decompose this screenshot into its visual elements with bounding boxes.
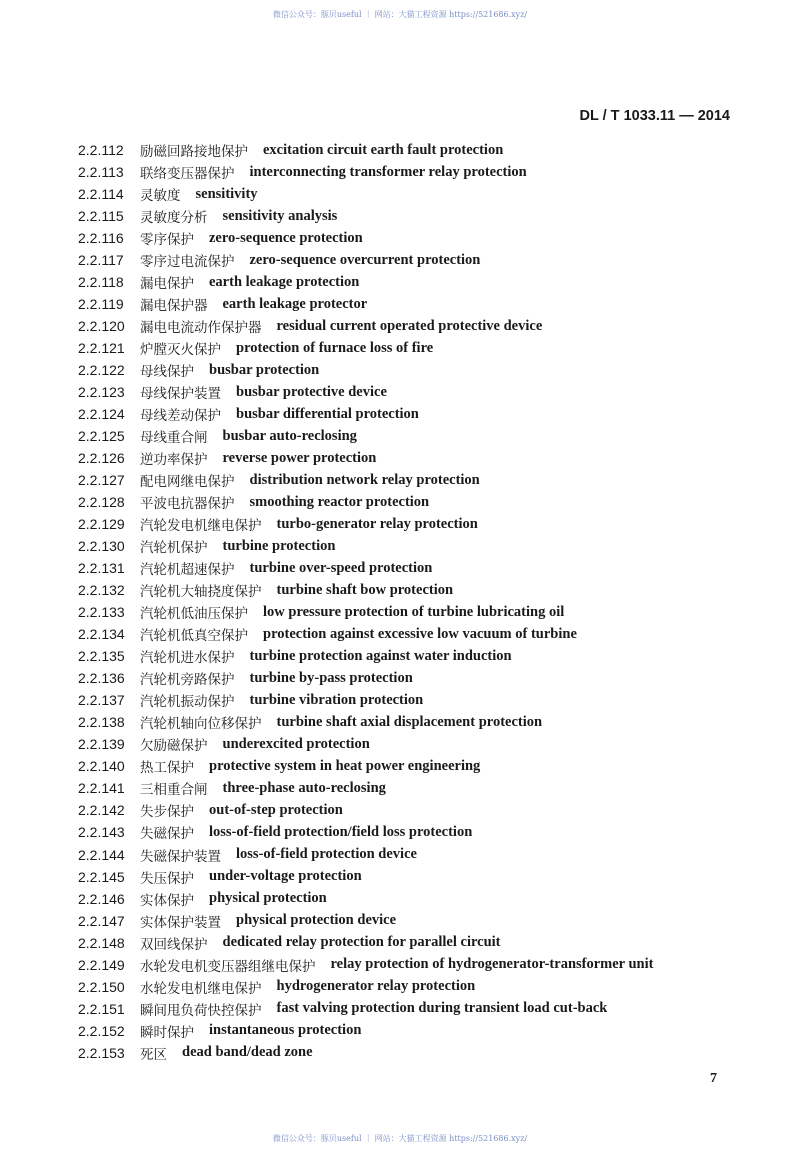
term-chinese: 母线重合闸 — [140, 430, 208, 447]
term-entry — [78, 447, 653, 469]
term-entry — [78, 535, 653, 557]
term-english: underexcited protection — [222, 735, 370, 752]
term-chinese: 欠励磁保护 — [140, 738, 208, 755]
term-number: 2.2.137 — [78, 692, 125, 709]
term-entry — [78, 513, 653, 535]
watermark-top: 微信公众号：豚贝useful ｜ 网站：大猫工程资源 https://521686.xyz/ — [272, 10, 528, 19]
term-entry — [78, 1020, 653, 1042]
term-number: 2.2.130 — [78, 538, 125, 555]
term-english: hydrogenerator relay protection — [276, 978, 476, 995]
term-entry — [78, 337, 653, 359]
term-entry — [78, 469, 653, 491]
term-chinese: 三相重合闸 — [140, 782, 208, 799]
term-chinese: 炉膛灭火保护 — [140, 342, 221, 359]
term-english: dead band/dead zone — [182, 1044, 313, 1061]
term-number: 2.2.146 — [78, 890, 125, 907]
term-english: turbine by-pass protection — [249, 669, 413, 686]
term-english: smoothing reactor protection — [249, 493, 430, 510]
term-number: 2.2.140 — [78, 758, 125, 775]
term-number: 2.2.135 — [78, 648, 125, 665]
term-number: 2.2.145 — [78, 868, 125, 885]
term-chinese: 联络变压器保护 — [140, 166, 235, 183]
term-entry — [78, 755, 653, 777]
term-number: 2.2.149 — [78, 956, 125, 973]
term-english: earth leakage protection — [209, 273, 360, 290]
term-list — [78, 139, 653, 1064]
term-chinese: 实体保护 — [140, 892, 194, 909]
term-entry — [78, 491, 653, 513]
term-entry — [78, 645, 653, 667]
term-entry — [78, 601, 653, 623]
term-entry — [78, 293, 653, 315]
term-english: physical protection — [209, 890, 327, 907]
term-english: turbine shaft axial displacement protection — [276, 713, 543, 730]
term-chinese: 失步保护 — [140, 804, 194, 821]
term-chinese: 瞬间甩负荷快控保护 — [140, 1002, 262, 1019]
term-chinese: 热工保护 — [140, 760, 194, 777]
term-entry — [78, 161, 653, 183]
term-chinese: 瞬时保护 — [140, 1024, 194, 1041]
term-number: 2.2.119 — [78, 296, 124, 313]
term-chinese: 实体保护装置 — [140, 914, 221, 931]
term-entry — [78, 667, 653, 689]
term-english: turbine shaft bow protection — [276, 581, 454, 598]
term-entry — [78, 579, 653, 601]
term-number: 2.2.150 — [78, 978, 125, 995]
term-number: 2.2.151 — [78, 1000, 125, 1017]
term-entry — [78, 932, 653, 954]
term-english: residual current operated protective device — [276, 317, 543, 334]
term-number: 2.2.142 — [78, 802, 125, 819]
term-english: dedicated relay protection for parallel circuit — [222, 934, 501, 951]
term-entry — [78, 205, 653, 227]
term-english: instantaneous protection — [209, 1022, 362, 1039]
term-chinese: 零序过电流保护 — [140, 254, 235, 271]
term-number: 2.2.136 — [78, 670, 125, 687]
term-chinese: 汽轮机旁路保护 — [140, 672, 235, 689]
term-english: busbar protective device — [236, 383, 387, 400]
standard-header: DL / T 1033.11 — 2014 — [579, 108, 730, 124]
term-entry — [78, 976, 653, 998]
term-chinese: 汽轮机低油压保护 — [140, 606, 248, 623]
term-english: protection of furnace loss of fire — [236, 339, 434, 356]
term-number: 2.2.121 — [78, 340, 125, 357]
term-number: 2.2.152 — [78, 1022, 125, 1039]
term-chinese: 失压保护 — [140, 870, 194, 887]
term-chinese: 水轮发电机变压器组继电保护 — [140, 958, 316, 975]
term-chinese: 水轮发电机继电保护 — [140, 980, 262, 997]
term-entry — [78, 711, 653, 733]
term-number: 2.2.116 — [78, 230, 124, 247]
term-chinese: 漏电电流动作保护器 — [140, 320, 262, 337]
term-chinese: 漏电保护 — [140, 276, 194, 293]
term-number: 2.2.144 — [78, 846, 125, 863]
term-chinese: 母线保护装置 — [140, 386, 221, 403]
term-number: 2.2.128 — [78, 494, 125, 511]
term-entry — [78, 910, 653, 932]
watermark-bottom: 微信公众号：豚贝useful ｜ 网站：大猫工程资源 https://521686.xyz/ — [272, 1134, 528, 1143]
term-english: zero-sequence overcurrent protection — [249, 251, 481, 268]
term-entry — [78, 271, 653, 293]
term-entry — [78, 381, 653, 403]
term-number: 2.2.113 — [78, 164, 124, 181]
term-chinese: 失磁保护装置 — [140, 848, 221, 865]
term-chinese: 平波电抗器保护 — [140, 496, 235, 513]
term-chinese: 汽轮机低真空保护 — [140, 628, 248, 645]
term-english: loss-of-field protection device — [236, 846, 417, 862]
term-number: 2.2.117 — [78, 252, 124, 269]
term-entry — [78, 139, 653, 161]
term-number: 2.2.139 — [78, 736, 125, 753]
term-english: busbar protection — [209, 361, 320, 378]
term-english: turbo-generator relay protection — [276, 515, 478, 532]
term-chinese: 汽轮机进水保护 — [140, 650, 235, 667]
term-chinese: 汽轮发电机继电保护 — [140, 518, 262, 535]
term-entry — [78, 249, 653, 271]
term-entry — [78, 844, 653, 866]
term-chinese: 母线差动保护 — [140, 408, 221, 425]
term-number: 2.2.147 — [78, 912, 125, 929]
term-english: busbar differential protection — [236, 405, 419, 422]
term-number: 2.2.112 — [78, 142, 124, 158]
term-english: physical protection device — [236, 912, 397, 929]
term-entry — [78, 403, 653, 425]
term-entry — [78, 227, 653, 249]
term-number: 2.2.114 — [78, 186, 124, 203]
term-chinese: 汽轮机保护 — [140, 540, 208, 557]
term-chinese: 零序保护 — [140, 232, 194, 249]
term-english: earth leakage protector — [222, 295, 368, 312]
term-chinese: 母线保护 — [140, 364, 194, 381]
term-number: 2.2.120 — [78, 318, 125, 335]
term-english: protective system in heat power engineering — [209, 757, 481, 774]
term-entry — [78, 777, 653, 799]
term-entry — [78, 315, 653, 337]
term-entry — [78, 954, 653, 976]
term-english: relay protection of hydrogenerator-transformer unit — [330, 956, 654, 973]
term-chinese: 汽轮机振动保护 — [140, 694, 235, 711]
term-chinese: 灵敏度分析 — [140, 210, 208, 227]
term-english: turbine over-speed protection — [249, 559, 433, 576]
term-english: fast valving protection during transient load cut-back — [276, 1000, 608, 1017]
term-english: out-of-step protection — [209, 801, 343, 818]
term-english: excitation circuit earth fault protection — [263, 141, 504, 158]
term-entry — [78, 1042, 653, 1064]
term-entry — [78, 359, 653, 381]
term-chinese: 双回线保护 — [140, 936, 208, 953]
term-english: turbine protection — [222, 537, 336, 554]
term-chinese: 汽轮机大轴挠度保护 — [140, 584, 262, 601]
term-entry — [78, 799, 653, 821]
term-chinese: 灵敏度 — [140, 188, 181, 205]
term-number: 2.2.153 — [78, 1044, 125, 1061]
term-entry — [78, 998, 653, 1020]
term-number: 2.2.134 — [78, 626, 125, 643]
term-english: three-phase auto-reclosing — [222, 779, 386, 796]
term-entry — [78, 689, 653, 711]
term-number: 2.2.141 — [78, 780, 125, 797]
term-number: 2.2.118 — [78, 274, 124, 291]
term-english: zero-sequence protection — [209, 229, 363, 246]
term-number: 2.2.148 — [78, 934, 125, 951]
term-number: 2.2.133 — [78, 604, 125, 621]
term-chinese: 失磁保护 — [140, 826, 194, 843]
term-english: low pressure protection of turbine lubricating oil — [263, 603, 565, 620]
term-english: sensitivity — [195, 185, 258, 202]
term-entry — [78, 557, 653, 579]
term-english: under-voltage protection — [209, 868, 362, 885]
term-chinese: 配电网继电保护 — [140, 474, 235, 491]
term-entry — [78, 623, 653, 645]
term-chinese: 汽轮机超速保护 — [140, 562, 235, 579]
term-entry — [78, 888, 653, 910]
term-number: 2.2.124 — [78, 406, 125, 423]
term-number: 2.2.127 — [78, 472, 125, 489]
term-number: 2.2.122 — [78, 362, 125, 379]
term-entry — [78, 821, 653, 843]
term-chinese: 汽轮机轴向位移保护 — [140, 716, 262, 733]
page-number: 7 — [710, 1071, 717, 1086]
term-entry — [78, 425, 653, 447]
term-english: loss-of-field protection/field loss protection — [209, 823, 473, 840]
term-number: 2.2.143 — [78, 824, 125, 841]
term-chinese: 漏电保护器 — [140, 298, 208, 315]
term-chinese: 死区 — [140, 1046, 167, 1063]
term-english: turbine vibration protection — [249, 691, 424, 708]
term-english: distribution network relay protection — [249, 471, 480, 488]
term-english: turbine protection against water induction — [249, 647, 512, 664]
term-number: 2.2.125 — [78, 428, 125, 445]
term-number: 2.2.126 — [78, 450, 125, 467]
term-english: busbar auto-reclosing — [222, 427, 357, 444]
term-number: 2.2.123 — [78, 384, 125, 401]
term-entry — [78, 733, 653, 755]
term-english: protection against excessive low vacuum of turbine — [263, 625, 577, 642]
term-chinese: 逆功率保护 — [140, 452, 208, 469]
term-entry — [78, 866, 653, 888]
term-chinese: 励磁回路接地保护 — [140, 144, 248, 160]
term-english: interconnecting transformer relay protection — [249, 163, 527, 180]
term-number: 2.2.129 — [78, 516, 125, 533]
term-entry — [78, 183, 653, 205]
term-number: 2.2.131 — [78, 560, 125, 577]
term-english: sensitivity analysis — [222, 207, 338, 224]
term-english: reverse power protection — [222, 449, 377, 466]
term-number: 2.2.115 — [78, 208, 124, 225]
term-number: 2.2.138 — [78, 714, 125, 731]
term-number: 2.2.132 — [78, 582, 125, 599]
